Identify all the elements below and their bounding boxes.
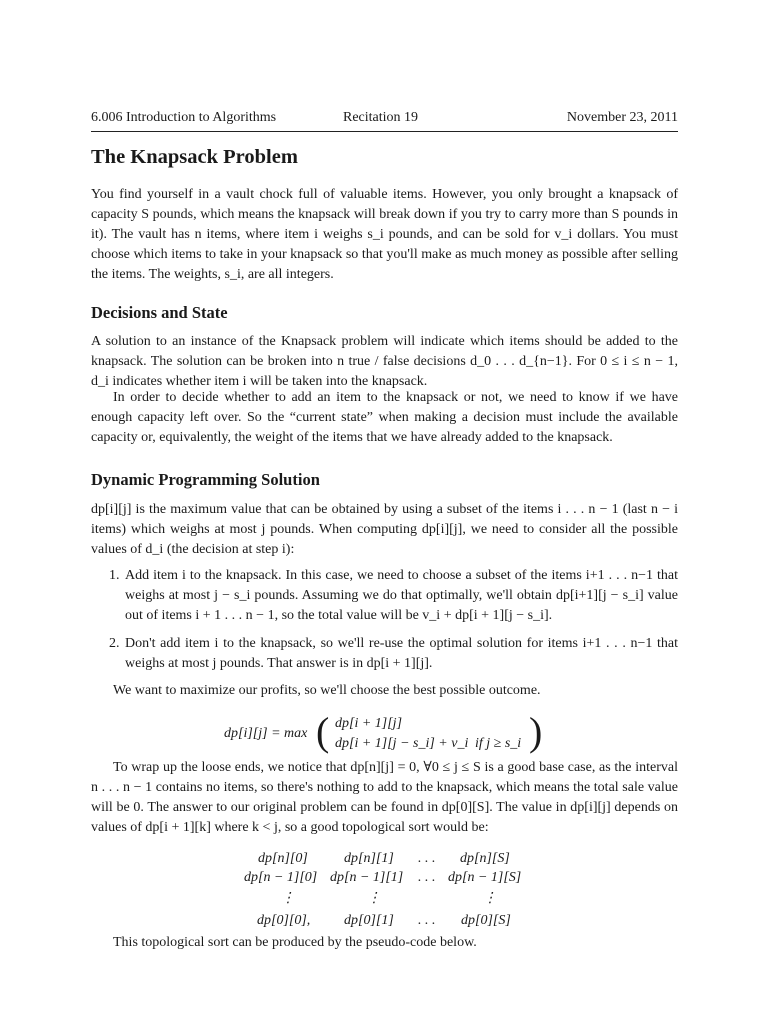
left-paren: ( [316, 709, 330, 754]
grid-cell: dp[n − 1][0] [244, 870, 318, 885]
grid-cell: dp[n − 1][S] [448, 870, 522, 885]
grid-cell: dp[0][0], [257, 913, 311, 928]
header-rule [91, 131, 678, 132]
grid-cell: dp[n][S] [460, 851, 510, 866]
right-paren: ) [529, 709, 543, 754]
grid-cell: . . . [418, 913, 436, 928]
list-item-text: Don't add item i to the knapsack, so we'll re-use the optimal solution for items i+1 . . . n−1 that weighs at most j pounds. That answer is in dp[i + 1][j]. [125, 636, 678, 671]
closing-sentence: This topological sort can be produced by the pseudo-code below. [113, 935, 477, 950]
list-item-text: Add item i to the knapsack. In this case, we need to choose a subset of the items i+1 . . . n−1 that weighs at most j − s_i pounds. Assuming we do that optimally, we'll obtain dp[i+1][j − s_i] value out of items i + 1 . . . n − 1, so the total value will be v_i + dp[i + 1][j − s_i]. [125, 568, 678, 623]
page-title: The Knapsack Problem [91, 146, 298, 168]
grid-cell: ⋮ [483, 891, 497, 906]
section-heading-dp: Dynamic Programming Solution [91, 470, 320, 489]
grid-cell: dp[n][1] [344, 851, 394, 866]
grid-cell: . . . [418, 870, 436, 885]
grid-cell: . . . [418, 851, 436, 866]
header-date: November 23, 2011 [566, 110, 678, 125]
grid-cell: dp[0][1] [344, 913, 394, 928]
maximize-sentence: We want to maximize our profits, so we'll choose the best possible outcome. [113, 683, 541, 698]
equation-lhs: dp[i][j] = max [224, 726, 308, 741]
list-number: 1. [109, 568, 120, 583]
wrap-paragraph: To wrap up the loose ends, we notice that dp[n][j] = 0, ∀0 ≤ j ≤ S is a good base case, as the interval n . . . n − 1 contains no items, so there's nothing to add to the knapsack, which means the total sale value will be 0. The answer to our original problem can be found in dp[0][S]. The value in dp[i][j] depends on values of dp[i + 1][k] where k < j, so a good topological sort would be: [91, 760, 678, 835]
grid-cell: dp[n − 1][1] [330, 870, 404, 885]
course-name: 6.006 Introduction to Algorithms [91, 110, 277, 125]
list-number: 2. [109, 636, 120, 651]
grid-cell: ⋮ [281, 891, 295, 906]
equation-case-1: dp[i + 1][j] [335, 716, 403, 731]
equation-case-2: dp[i + 1][j − s_i] + v_i [335, 736, 469, 751]
grid-cell: ⋮ [367, 891, 381, 906]
decisions-paragraph-1: A solution to an instance of the Knapsack problem will indicate which items should be added to the knapsack. The solution can be broken into n true / false decisions d_0 . . . d_{n−1}. For 0 ≤ i ≤ n − 1, d_i indicates whether item i will be taken into the knapsack. [91, 334, 678, 389]
running-header [91, 110, 678, 128]
dp-paragraph-1: dp[i][j] is the maximum value that can be obtained by using a subset of the items i . . . n − 1 (last n − i items) which weighs at most j pounds. When computing dp[i][j], we need to consider all the possible values of d_i (the decision at step i): [91, 502, 678, 557]
decisions-paragraph-2: In order to decide whether to add an item to the knapsack or not, we need to know if we have enough capacity left over. So the “current state” when making a decision must include the available capacity or, equivalently, the weight of the items that we have already added to the knapsack. [91, 390, 678, 445]
section-heading-decisions: Decisions and State [91, 303, 228, 322]
equation-condition: if j ≥ s_i [475, 736, 522, 751]
grid-cell: dp[n][0] [258, 851, 308, 866]
recitation-label: Recitation 19 [343, 110, 419, 125]
grid-cell: dp[0][S] [461, 913, 511, 928]
intro-paragraph: You find yourself in a vault chock full of valuable items. However, you only brought a knapsack of capacity S pounds, which means the knapsack will break down if you try to carry more than S pounds in it). The vault has n items, where item i weighs s_i pounds, and can be sold for v_i dollars. You must choose which items to take in your knapsack so that you'll make as much money as possible after selling the items. The weights, s_i, are all integers. [91, 187, 678, 282]
